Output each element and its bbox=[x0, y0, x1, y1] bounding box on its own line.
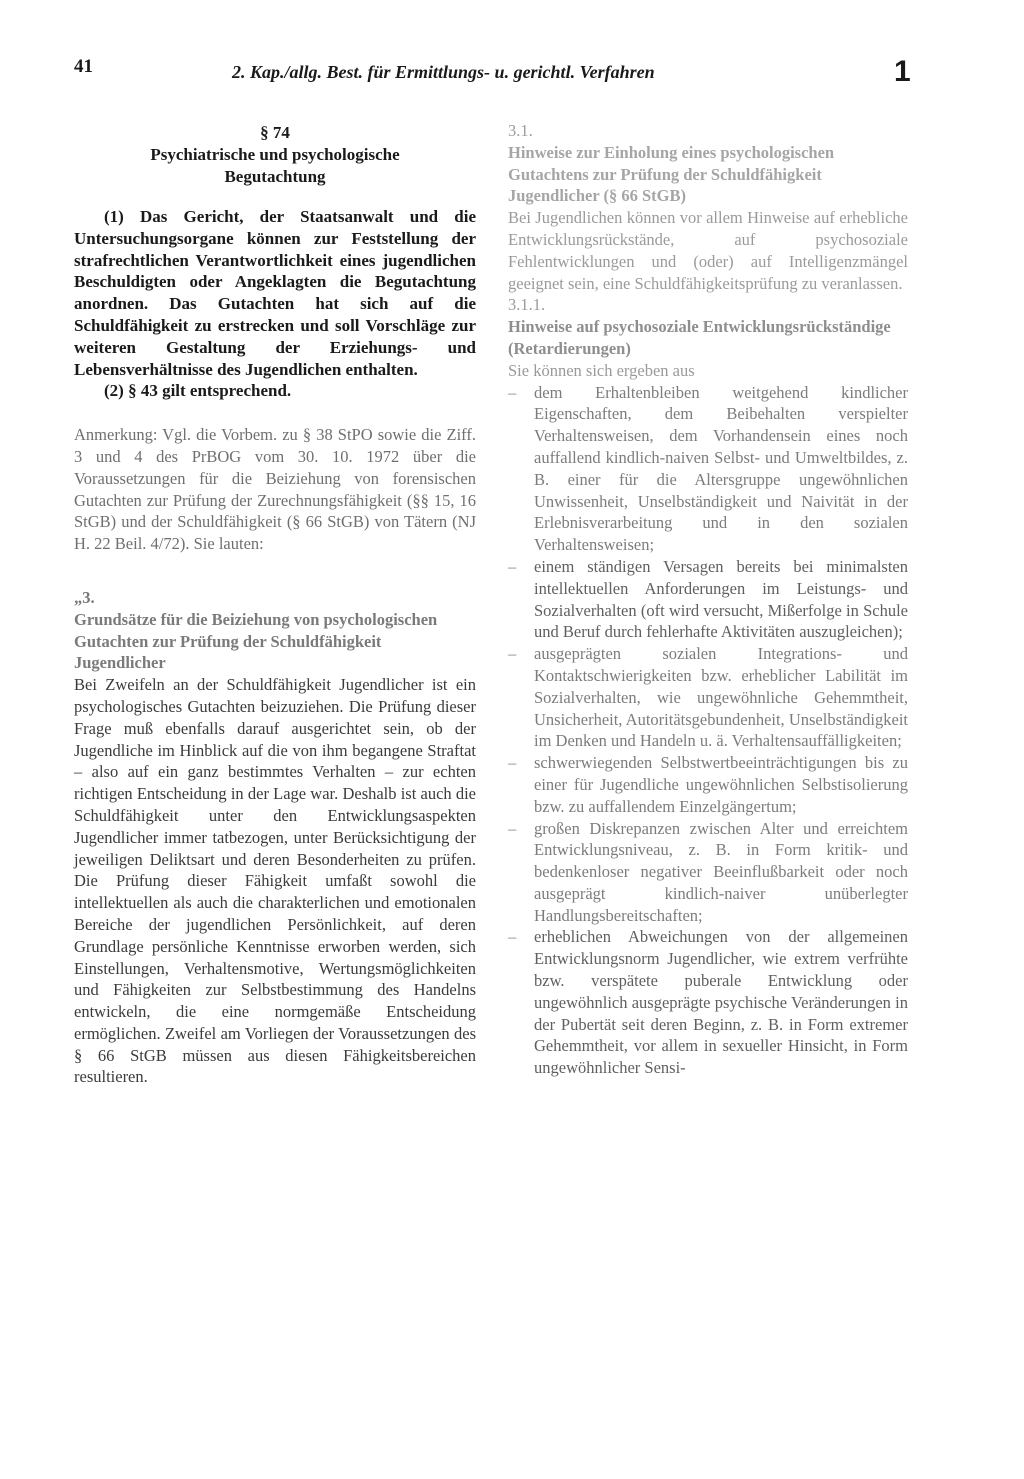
quote-body: Bei Zweifeln an der Schuldfähigkeit Jugendlicher ist ein psychologisches Gutachten beizuziehen. Die Prüfung dieser Frage muß ebenfalls darauf ausgerichtet sein, ob der Jugendliche im Hinblick auf die von ihm begangene Straftat – also auf ein ganz bestimmtes Verhalten – zur echten richtigen Entscheidung in der Lage war. Deshalb ist auch die Schuldfähigkeit unter den Entwicklungsaspekten Jugendlicher immer tatbezogen, unter Berücksichtigung der jeweiligen Deliktsart und deren Besonderheiten zu prüfen. Die Prüfung dieser Fähigkeit umfaßt sowohl die intellektuellen als auch die charakterlichen und emotionalen Bereiche der jugendlichen Persönlichkeit, auf deren Grundlage persönliche Kenntnisse erworben werden, sich Einstellungen, Verhaltensmotive, Wertungsmöglichkeiten und Fähigkeiten zur Selbstbestimmung des Handelns entwickeln, die eine normgemäße Entscheidung ermöglichen. Zweifel am Vorliegen der Voraussetzungen des § 66 StGB müssen aus diesen Fähigkeitsbereichen resultieren. bbox=[74, 675, 476, 1087]
list-item: – großen Diskrepanzen zwischen Alter und erreichtem Entwicklungsniveau, z. B. in Form kritik- und bedenkenloser negativer Beeinflußbarkeit oder noch ausgeprägt kindlich-naiver unüberlegter Handlungsbereitschaften; bbox=[508, 818, 908, 927]
subsection-body-3-1: Bei Jugendlichen können vor allem Hinweise auf erhebliche Entwicklungsrückstände, auf psychosoziale Fehlentwicklungen und (oder) auf Intelligenzmängel geeignet sein, eine Schuldfähigkeitsprüfung zu veranlassen. bbox=[508, 208, 908, 293]
indicator-list bbox=[508, 382, 908, 1080]
list-item: – ausgeprägten sozialen Integrations- und Kontaktschwierigkeiten bzw. erheblicher Labilität im Sozialverhalten, wie ungewöhnliche Gehemmtheit, Unsicherheit, Autoritätsgebundenheit, Unselbständigkeit im Denken und Handeln u. ä. Verhaltensauffälligkeiten; bbox=[508, 643, 908, 752]
list-item: – erheblichen Abweichungen von der allgemeinen Entwicklungsnorm Jugendlicher, wie extrem verfrühte bzw. verspätete puberale Entwicklung oder ungewöhnlich ausgeprägte psychische Veränderungen in der Pubertät seit deren Beginn, z. B. in Form extremer Gehemmtheit, vor allem in sexueller Hinsicht, in Form ungewöhnlicher Sensi- bbox=[508, 926, 908, 1079]
subsection-heading-3-1: Hinweise zur Einholung eines psychologischen Gutachtens zur Prüfung der Schuldfähigkeit Jugendlicher (§ 66 StGB) bbox=[508, 142, 835, 206]
list-lead-in: Sie können sich ergeben aus bbox=[508, 360, 695, 380]
right-column bbox=[508, 120, 908, 1079]
chapter-marker: 1 bbox=[894, 55, 911, 88]
section-title-line-1: Psychiatrische und psychologische bbox=[150, 145, 400, 164]
list-item: – schwerwiegenden Selbstwertbeeinträchtigungen bis zu einer für Jugendliche ungewöhnlichen Selbstisolierung bzw. zu auffallendem Einzelgängertum; bbox=[508, 752, 908, 817]
section-number: § 74 bbox=[260, 123, 290, 142]
quote-title: Grundsätze für die Beiziehung von psychologischen Gutachten zur Prüfung der Schuldfähigkeit Jugendlicher bbox=[74, 609, 438, 673]
section-title-line-2: Begutachtung bbox=[224, 167, 326, 186]
subsection-number-3-1-1: 3.1.1. bbox=[508, 295, 546, 315]
subsection-heading-3-1-1: Hinweise auf psychosoziale Entwicklungsrückständige (Retardierungen) bbox=[508, 317, 891, 358]
left-column bbox=[74, 120, 476, 1088]
page-number: 41 bbox=[74, 56, 93, 77]
subsection-number-3-1: 3.1. bbox=[508, 121, 533, 140]
paragraph-2: (2) § 43 gilt entsprechend. bbox=[104, 381, 292, 401]
list-item: – dem Erhaltenbleiben weitgehend kindlicher Eigenschaften, dem Beibehalten verspielter Verhaltensweisen, dem Vorhandensein eines noch auffallend kindlich-naiven Selbst- und Umweltbildes, z. B. einer für die Altersgruppe ungewöhnlichen Unwissenheit, Unselbständigkeit und Naivität in der Erlebnisverarbeitung und in den sozialen Verhaltensweisen; bbox=[508, 382, 908, 556]
annotation-note: Anmerkung: Vgl. die Vorbem. zu § 38 StPO sowie die Ziff. 3 und 4 des PrBOG vom 30. 10. 1972 über die Voraussetzungen für die Beiziehung von forensischen Gutachten zur Prüfung der Zurechnungsfähigkeit (§§ 15, 16 StGB) und der Schuldfähigkeit (§ 66 StGB) von Tätern (NJ H. 22 Beil. 4/72). Sie lauten: bbox=[74, 425, 476, 554]
list-item: – einem ständigen Versagen bereits bei minimalsten intellektuellen Anforderungen im Leistungs- und Sozialverhalten (oft wird versucht, Mißerfolge in Schule und Beruf durch fehlerhafte Aktivitäten auszugleichen); bbox=[508, 556, 908, 643]
paragraph-1: (1) Das Gericht, der Staatsanwalt und die Untersuchungsorgane können zur Feststellung der strafrechtlichen Verantwortlichkeit eines jugendlichen Beschuldigten oder Angeklagten die Begutachtung anordnen. Das Gutachten hat sich auf die Schuldfähigkeit zu erstrecken und soll Vorschläge zur weiteren Gestaltung der Erziehungs- und Lebensverhältnisse des Jugendlichen enthalten. bbox=[74, 207, 476, 379]
running-header: 2. Kap./allg. Best. für Ermittlungs- u. gerichtl. Verfahren bbox=[232, 62, 655, 82]
quote-number: „3. bbox=[74, 587, 95, 607]
